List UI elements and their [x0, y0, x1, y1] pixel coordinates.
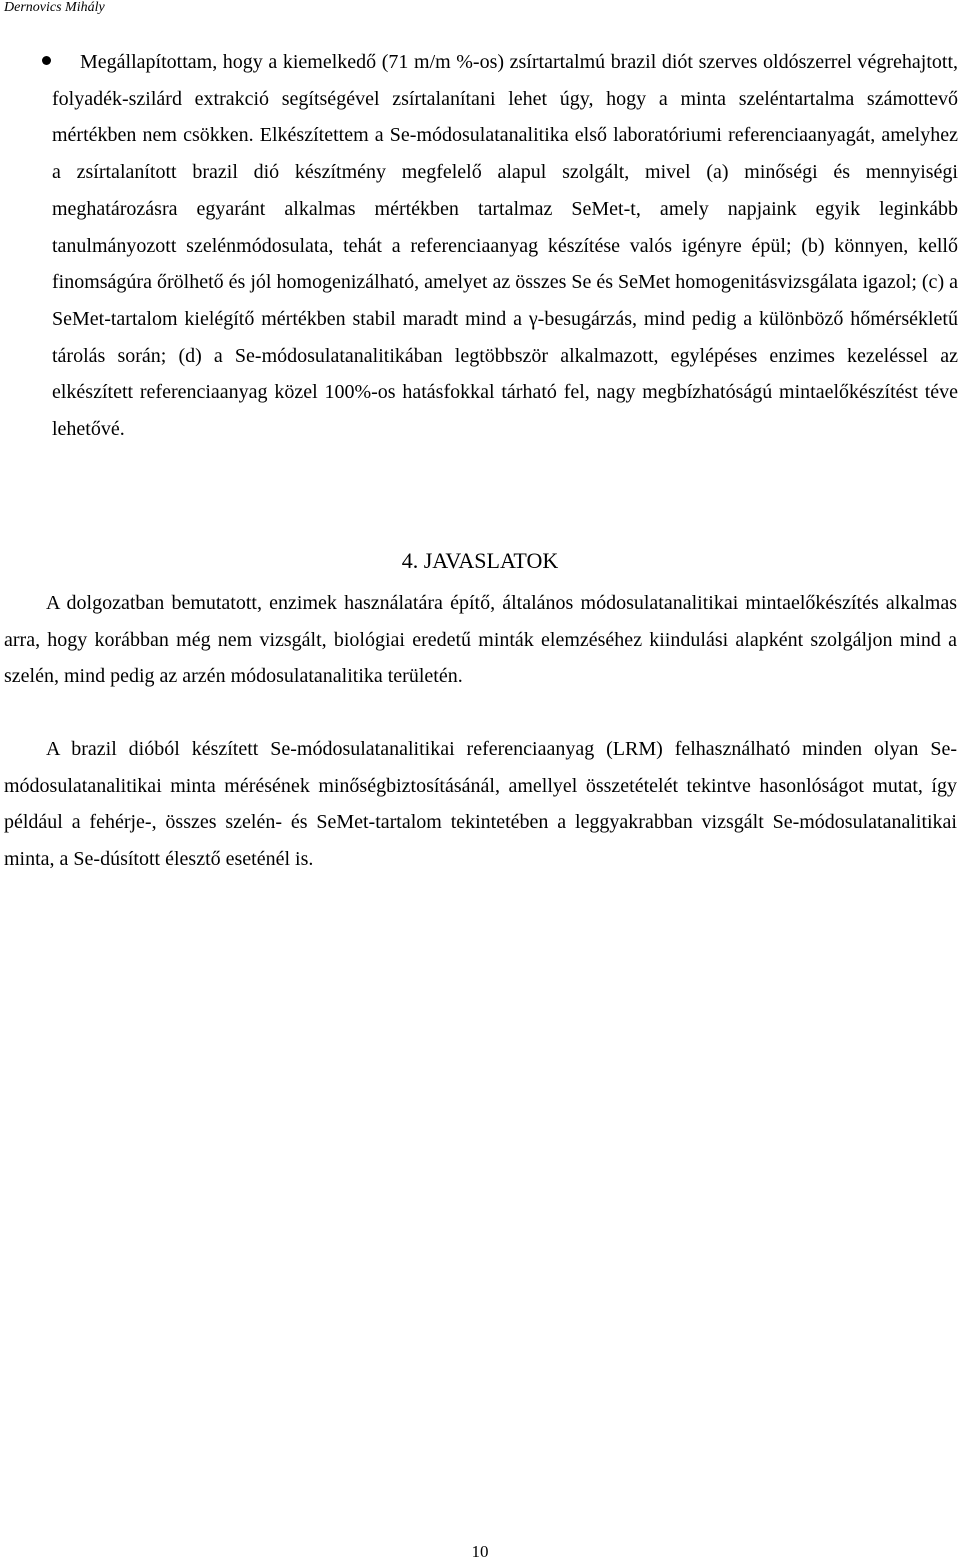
paragraph-1: A dolgozatban bemutatott, enzimek használatára építő, általános módosulatanalitikai mintaelőkészítés alkalmas arra, hogy korábban még nem vizsgált, biológiai eredetű minták elemzéséhez kiindulási alapként szolgáljon mind a szelén, mind pedig az arzén módosulatanalitika területén.	[4, 592, 957, 688]
paragraph-2: A brazil dióból készített Se-módosulatanalitikai referenciaanyag (LRM) felhasználható minden olyan Se-módosulatanalitikai minta mérésének minőségbiztosításánál, amellyel összetételét tekintve hasonlóságot mutat, így például a fehérje-, összes szelén- és SeMet-tartalom tekintetében a leggyakrabban vizsgált Se-módosulatanalitikai minta, a Se-dúsított élesztő eseténél is.	[4, 738, 957, 871]
bullet-paragraph: Megállapítottam, hogy a kiemelkedő (71 m/m %-os) zsírtartalmú brazil diót szerves oldószerrel végrehajtott, folyadék-szilárd extrakció segítségével zsírtalanítani lehet úgy, hogy a minta szeléntartalma számottevő mértékben nem csökken. Elkészítettem a Se-módosulatanalitika első laboratóriumi referenciaanyagát, amelyhez a zsírtalanított brazil dió készítmény megfelelő alapul szolgált, mivel (a) minőségi és mennyiségi meghatározásra egyaránt alkalmas mértékben tartalmaz SeMet-t, amely napjaink egyik leginkább tanulmányozott szelénmódosulata, tehát a referenciaanyag készítése valós igényre épül; (b) könnyen, kellő finomságúra őrölhető és jól homogenizálható, amelyet az összes Se és SeMet homogenitásvizsgálata igazol; (c) a SeMet-tartalom kielégítő mértékben stabil maradt mind a γ-besugárzás, mind pedig a különböző hőmérsékletű tárolás során; (d) a Se-módosulatanalitikában legtöbbször alkalmazott, egylépéses enzimes kezeléssel az elkészített referenciaanyag közel 100%-os hatásfokkal tárható fel, nagy megbízhatóságú mintaelőkészítést téve lehetővé.	[52, 51, 958, 441]
page-number: 10	[471, 1542, 489, 1561]
bullet-dot-icon	[42, 56, 51, 65]
section-heading: 4. JAVASLATOK	[401, 548, 559, 573]
bullet-list-item	[52, 44, 958, 448]
running-header-author: Dernovics Mihály	[4, 0, 105, 15]
